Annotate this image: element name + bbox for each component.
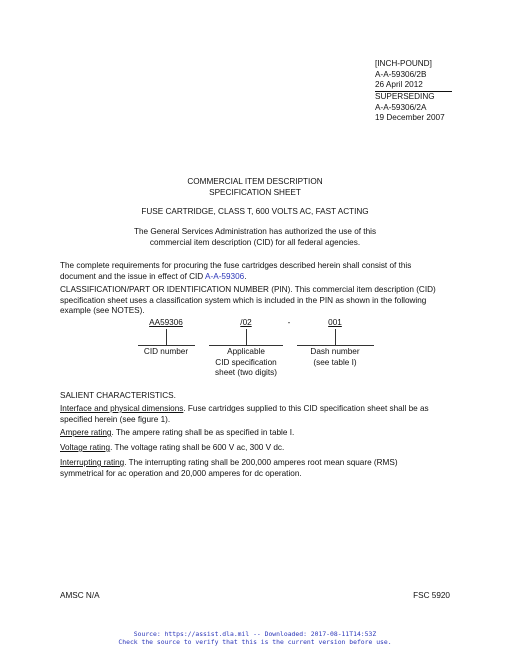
pin-underline: [138, 345, 195, 346]
interface-line-1: [60, 404, 455, 415]
header-line: SUPERSEDING: [375, 91, 435, 101]
document-subject: FUSE CARTRIDGE, CLASS T, 600 VOLTS AC, FAST ACTING: [141, 207, 369, 216]
classification-line-2: specification sheet uses a classification system which is included in the PIN as shown in the following: [60, 295, 427, 305]
pin-label-dash-line: Dash number: [310, 347, 360, 356]
interrupt-line-2: symmetrical for ac operation and 20,000 amperes for dc operation.: [60, 468, 302, 478]
classification-line-1: CLASSIFICATION/PART OR IDENTIFICATION NUMBER (PIN). This commercial item description (CID): [60, 285, 436, 294]
pin-label-cid: CID number: [143, 347, 189, 356]
interface-title: Interface and physical dimensions: [60, 404, 184, 413]
pin-label-sheet-line: CID specification: [215, 357, 277, 367]
fsc-label: FSC 5920: [413, 591, 450, 600]
interrupt-paragraph: [60, 458, 455, 479]
pin-connector-line: [246, 329, 247, 345]
intro-text: document and the issue in effect of CID: [60, 271, 206, 281]
header-line: A-A-59306/2B: [375, 69, 427, 79]
source-line-1: Source: https://assist.dla.mil -- Downloaded: 2017-08-11T14:53Z: [133, 630, 377, 638]
pin-part-cid: AA59306: [149, 318, 183, 327]
intro-line-1: The complete requirements for procuring the fuse cartridges described herein shall consist of this: [60, 261, 412, 270]
interface-line-2: specified herein (see figure 1).: [60, 414, 171, 424]
amsc-label: AMSC N/A: [60, 591, 100, 600]
header-line: 19 December 2007: [375, 113, 445, 123]
source-line-2: Check the source to verify that this is the current version before use.: [118, 638, 392, 647]
source-notice: [0, 630, 510, 647]
interface-text: . Fuse cartridges supplied to this CID specification sheet shall be as: [183, 404, 429, 413]
title-line-1: COMMERCIAL ITEM DESCRIPTION: [187, 177, 323, 186]
pin-label-sheet-line: Applicable: [227, 347, 265, 356]
intro-period: .: [244, 271, 247, 281]
interrupt-title: Interrupting rating: [60, 458, 125, 467]
authorization-line-2: commercial item description (CID) for all federal agencies.: [149, 237, 361, 247]
header-line: A-A-59306/2A: [375, 102, 427, 112]
pin-part-sheet: /02: [240, 318, 252, 327]
pin-label-dash: [295, 347, 375, 368]
title-line-2: SPECIFICATION SHEET: [209, 187, 301, 197]
ampere-paragraph: [60, 428, 455, 439]
interrupt-text: . The interrupting rating shall be 200,000 amperes root mean square (RMS): [124, 458, 398, 467]
pin-underline: [209, 345, 283, 346]
pin-label-sheet: [206, 347, 286, 379]
voltage-paragraph: [60, 443, 455, 454]
voltage-text: . The voltage rating shall be 600 V ac, 300 V dc.: [110, 443, 285, 452]
voltage-title: Voltage rating: [60, 443, 111, 452]
interface-paragraph: [60, 404, 455, 425]
pin-part-dash: 001: [328, 318, 342, 327]
interrupt-line-1: [60, 458, 455, 469]
pin-underline: [297, 345, 374, 346]
cid-link[interactable]: A-A-59306: [205, 271, 245, 281]
header-line: [INCH-POUND]: [375, 59, 432, 68]
pin-connector-line: [166, 329, 167, 345]
salient-heading: SALIENT CHARACTERISTICS.: [60, 391, 176, 400]
pin-connector-line: [335, 329, 336, 345]
pin-separator: -: [287, 318, 291, 327]
pin-label-sheet-line: sheet (two digits): [215, 368, 277, 378]
classification-line-3: example (see NOTES).: [60, 306, 145, 316]
header-line: 26 April 2012: [375, 80, 423, 90]
ampere-text: . The ampere rating shall be as specified in table I.: [111, 428, 295, 437]
pin-label-dash-line: (see table I): [313, 357, 357, 367]
authorization-line-1: The General Services Administration has authorized the use of this: [133, 227, 377, 236]
ampere-title: Ampere rating: [60, 428, 112, 437]
